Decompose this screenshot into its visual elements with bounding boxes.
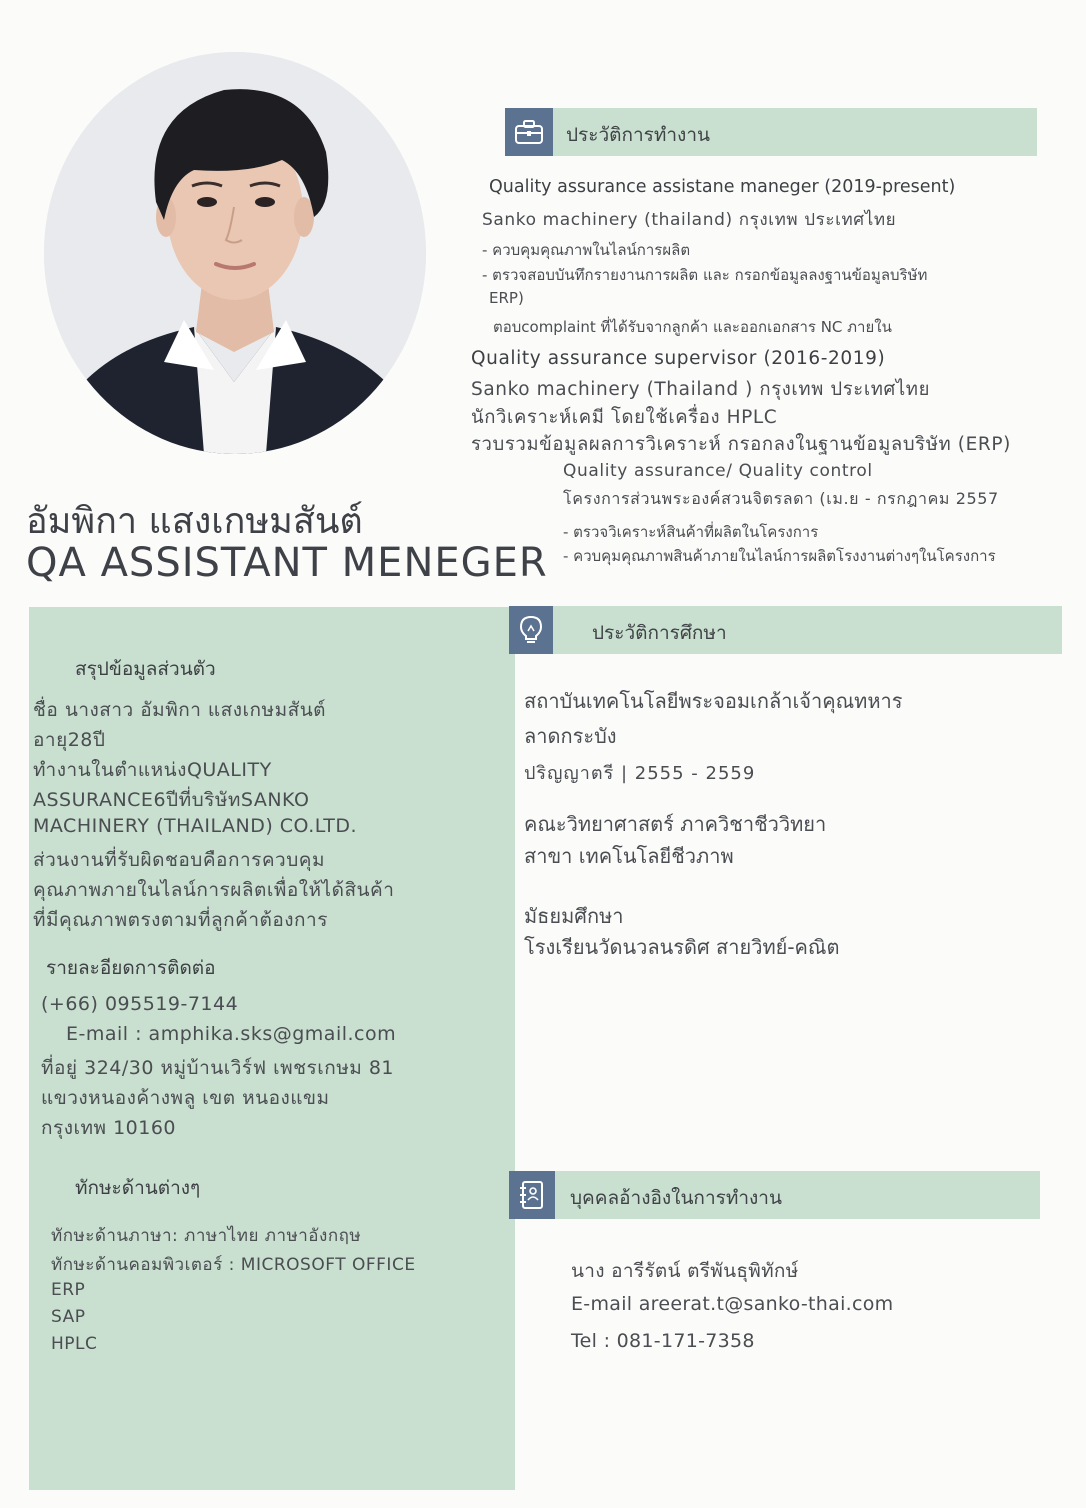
summary-line: MACHINERY (THAILAND) CO.LTD. xyxy=(33,815,358,837)
skill-line: HPLC xyxy=(51,1334,98,1354)
summary-line: ที่มีคุณภาพตรงตามที่ลูกค้าต้องการ xyxy=(33,909,328,931)
contact-phone: (+66) 095519-7144 xyxy=(41,993,239,1015)
name-thai: อัมพิกา แสงเกษมสันต์ xyxy=(26,501,363,542)
education-degree: ปริญญาตรี | 2555 - 2559 xyxy=(524,763,756,784)
job2-line-1: นักวิเคราะห์เคมี โดยใช้เครื่อง HPLC xyxy=(471,407,778,428)
contact-address-1: ที่อยู่ 324/30 หมู่บ้านเวิร์ฟ เพชรเกษม 81 xyxy=(41,1057,394,1079)
skills-heading: ทักษะด้านต่างๆ xyxy=(75,1177,201,1199)
summary-line: ASSURANCE6ปีที่บริษัทSANKO xyxy=(33,789,310,811)
job1-company: Sanko machinery (thailand) กรุงเทพ ประเทศไทย xyxy=(482,210,897,230)
reference-email: E-mail areerat.t@sanko-thai.com xyxy=(571,1293,894,1315)
summary-line: ชื่อ นางสาว อัมพิกา แสงเกษมสันต์ xyxy=(33,699,327,721)
job2-line-2: รวบรวมข้อมูลผลการวิเคราะห์ กรอกลงในฐานข้อมูลบริษัท (ERP) xyxy=(471,434,1011,455)
job1-bullet-3: ตอบcomplaint ที่ได้รับจากลูกค้า และออกเอกสาร NC ภายใน xyxy=(493,318,892,336)
education-major: สาขา เทคโนโลยีชีวภาพ xyxy=(524,844,734,868)
education-heading: ประวัติการศึกษา xyxy=(592,622,727,644)
job1-bullet-2b: ERP) xyxy=(489,289,524,307)
summary-line: อายุ28ปี xyxy=(33,729,106,751)
summary-heading: สรุปข้อมูลส่วนตัว xyxy=(75,658,216,680)
reference-heading: บุคคลอ้างอิงในการทำงาน xyxy=(570,1187,782,1209)
contact-address-3: กรุงเทพ 10160 xyxy=(41,1117,177,1139)
job1-bullet-1: - ควบคุมคุณภาพในไลน์การผลิต xyxy=(482,241,691,259)
job3-role: Quality assurance/ Quality control xyxy=(563,461,873,481)
education-school-2: โรงเรียนวัดนวลนรดิศ สายวิทย์-คณิต xyxy=(524,935,840,959)
skill-line: ทักษะด้านภาษา: ภาษาไทย ภาษาอังกฤษ xyxy=(51,1226,362,1246)
job1-bullet-2: - ตรวจสอบบันทึกรายงานการผลิต และ กรอกข้อมูลลงฐานข้อมูลบริษัท xyxy=(482,266,928,284)
briefcase-icon xyxy=(505,108,553,156)
profile-photo xyxy=(44,52,426,454)
contact-email: E-mail : amphika.sks@gmail.com xyxy=(66,1023,397,1045)
education-school-1: สถาบันเทคโนโลยีพระจอมเกล้าเจ้าคุณทหาร xyxy=(524,689,903,713)
job3-bullet-2: - ควบคุมคุณภาพสินค้าภายในไลน์การผลิตโรงงานต่างๆในโครงการ xyxy=(563,547,996,565)
skill-line: ทักษะด้านคอมพิวเตอร์ : MICROSOFT OFFICE xyxy=(51,1255,416,1275)
summary-line: คุณภาพภายในไลน์การผลิตเพื่อให้ได้สินค้า xyxy=(33,879,395,901)
job-title: QA ASSISTANT MENEGER xyxy=(26,540,548,586)
job1-role: Quality assurance assistane maneger (2019-present) xyxy=(489,177,956,197)
summary-line: ส่วนงานที่รับผิดชอบคือการควบคุม xyxy=(33,849,325,871)
contact-address-2: แขวงหนองค้างพลู เขต หนองแขม xyxy=(41,1087,330,1109)
education-faculty: คณะวิทยาศาสตร์ ภาควิชาชีววิทยา xyxy=(524,812,827,836)
lightbulb-icon xyxy=(509,606,553,654)
reference-name: นาง อารีรัตน์ ตรีพันธุพิทักษ์ xyxy=(571,1260,799,1282)
job3-bullet-1: - ตรวจวิเคราะห์สินค้าที่ผลิตในโครงการ xyxy=(563,523,819,541)
education-school-1b: ลาดกระบัง xyxy=(524,724,617,748)
job2-company: Sanko machinery (Thailand ) กรุงเทพ ประเทศไทย xyxy=(471,379,931,400)
address-book-icon xyxy=(509,1171,555,1219)
contact-heading: รายละอียดการติดต่อ xyxy=(46,957,216,979)
job2-role: Quality assurance supervisor (2016-2019) xyxy=(471,348,886,369)
job3-project: โครงการส่วนพระองค์สวนจิตรลดา (เม.ย - กรกฎาคม 2557 xyxy=(563,489,999,508)
reference-tel: Tel : 081-171-7358 xyxy=(571,1330,755,1352)
education-secondary: มัธยมศึกษา xyxy=(524,904,624,928)
skill-line: ERP xyxy=(51,1280,86,1300)
skill-line: SAP xyxy=(51,1307,86,1327)
summary-line: ทำงานในตำแหน่งQUALITY xyxy=(33,759,272,781)
work-heading: ประวัติการทำงาน xyxy=(566,124,710,146)
